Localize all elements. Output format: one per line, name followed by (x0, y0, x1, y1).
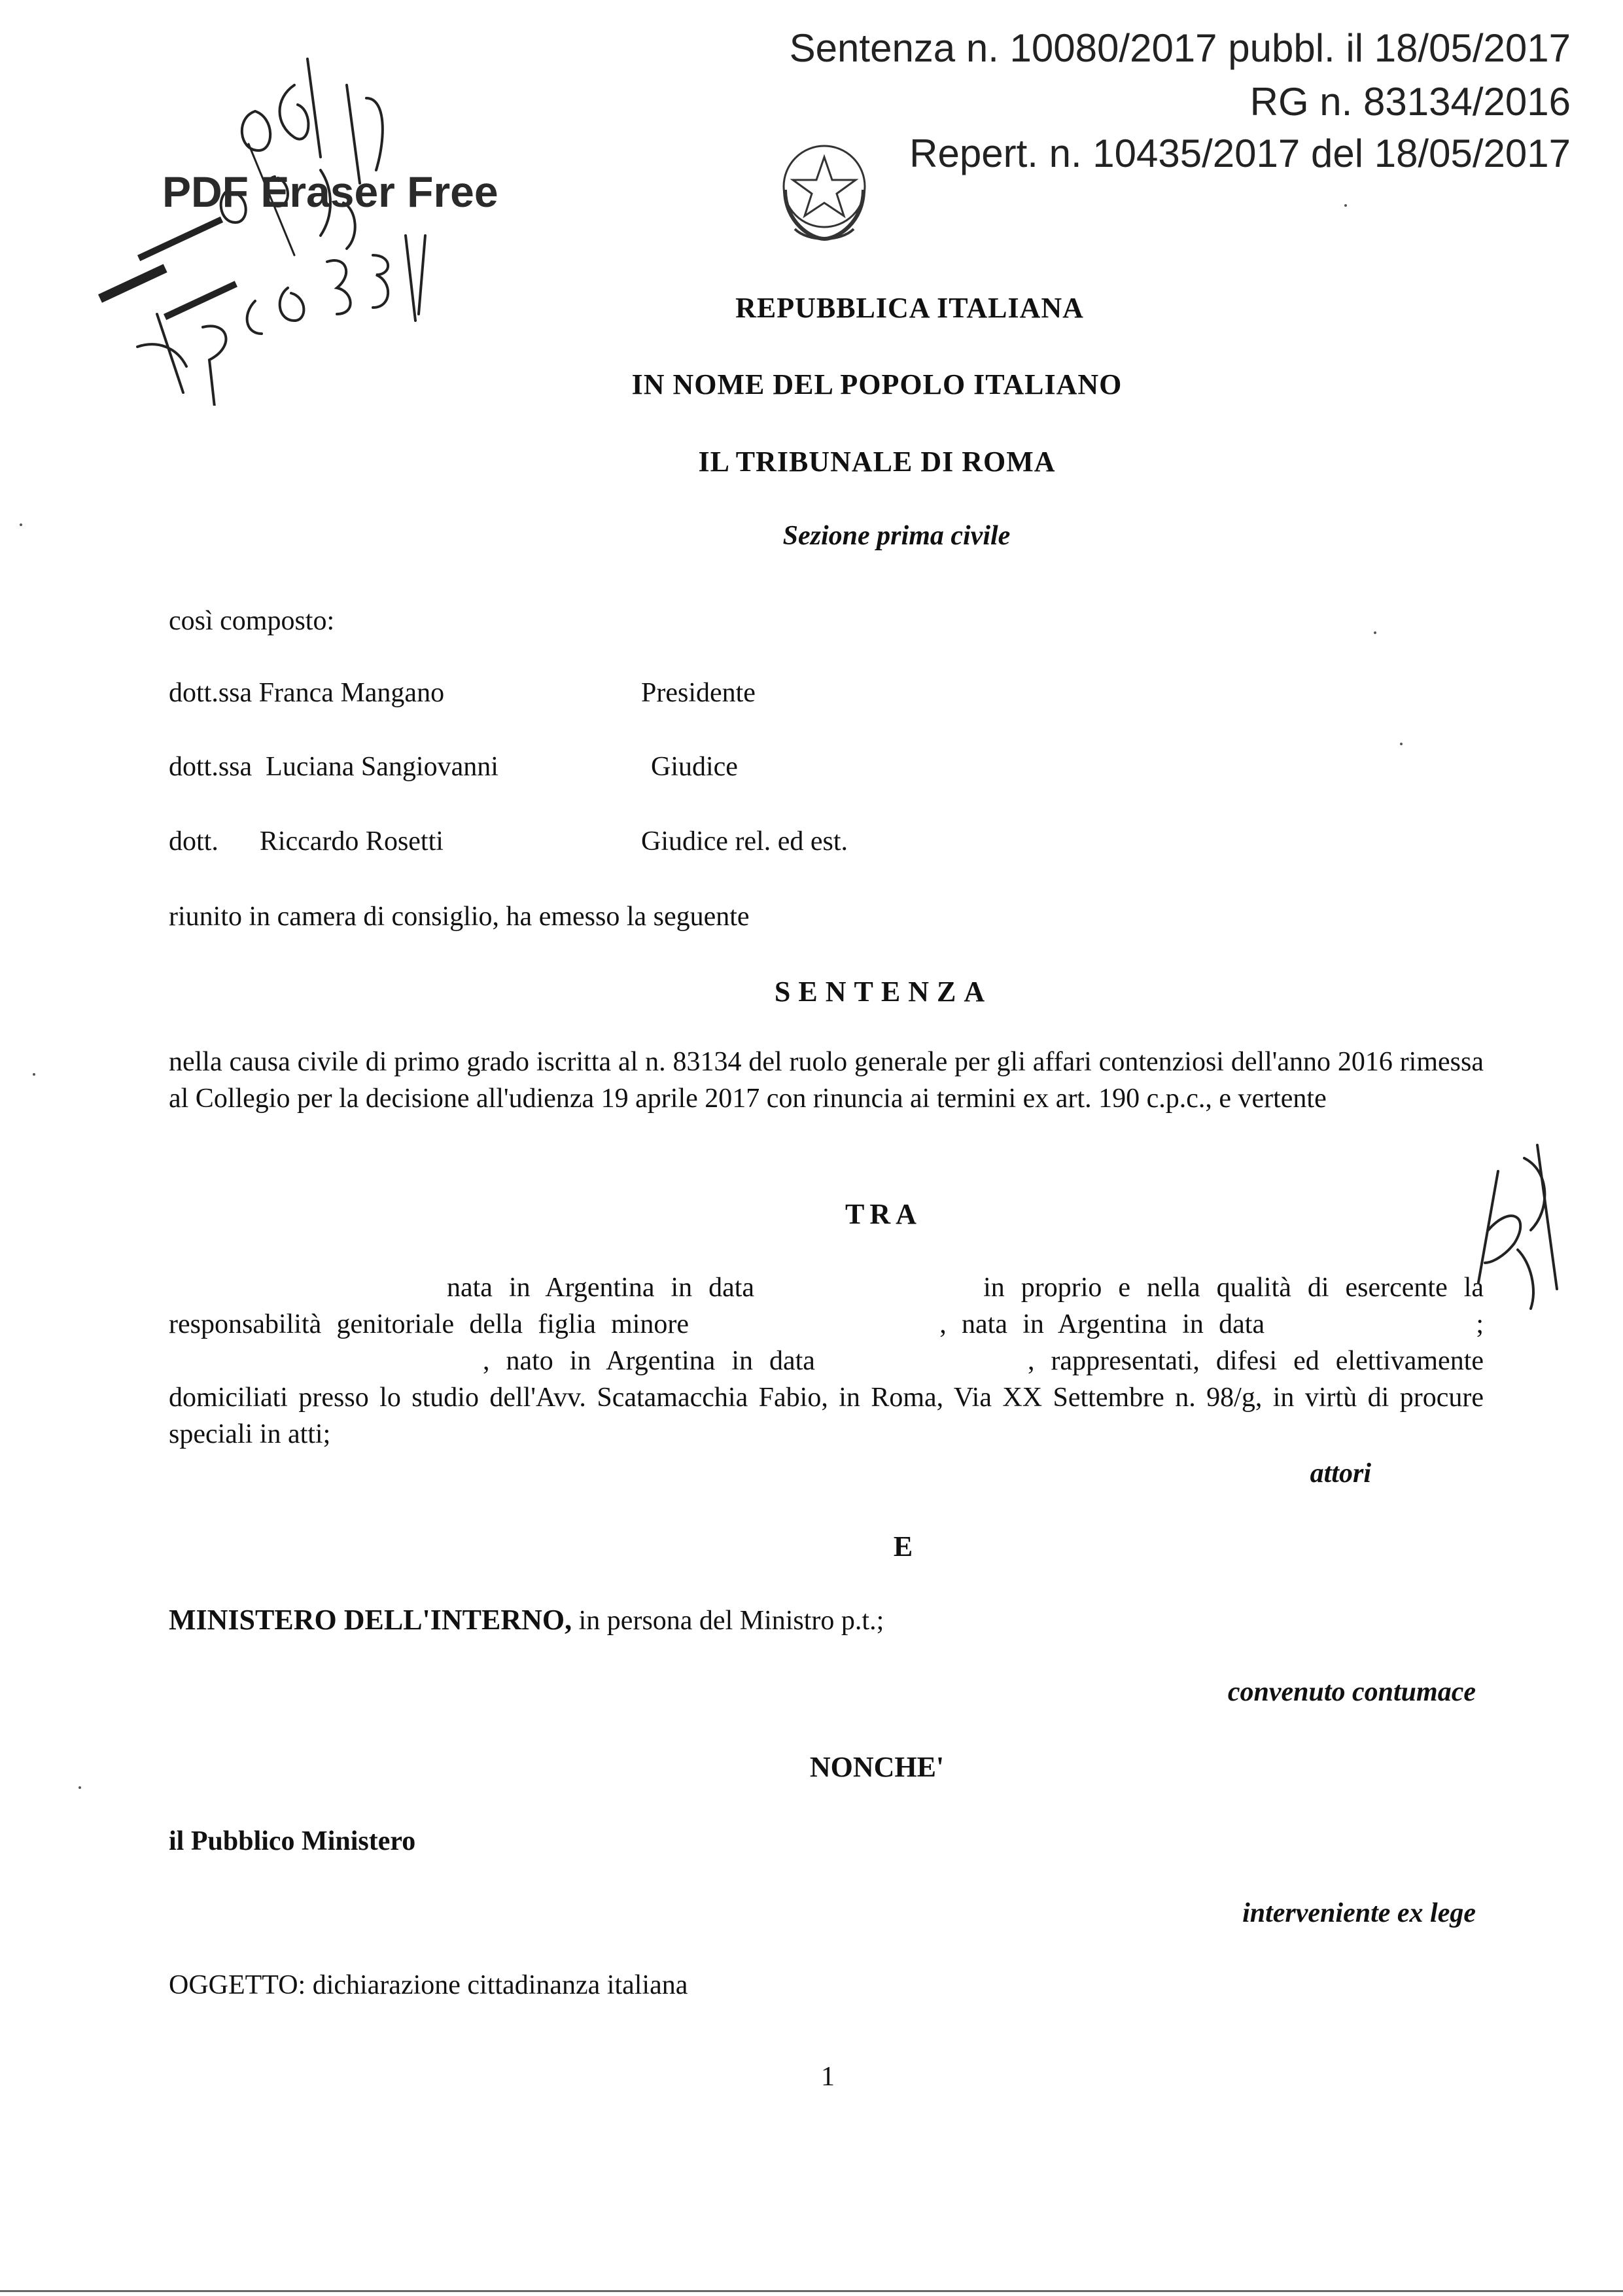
title-people: IN NOME DEL POPOLO ITALIANO (631, 368, 1123, 400)
title-court: IL TRIBUNALE DI ROMA (698, 446, 1056, 478)
judge-name: dott.ssa Luciana Sangiovanni (169, 752, 498, 782)
ministero-rest: in persona del Ministro p.t.; (572, 1606, 884, 1636)
parties-text: in proprio e nella qualità di esercente la responsabilità genitoriale della figlia minore (169, 1273, 1484, 1339)
composition-intro: così composto: (169, 606, 335, 636)
contumace-label: convenuto contumace (1227, 1677, 1476, 1707)
sentenza-heading: SENTENZA (774, 976, 993, 1008)
rg-number: RG n. 83134/2016 (1249, 80, 1571, 124)
ministero-line (169, 1603, 884, 1636)
republic-emblem-icon (772, 131, 877, 249)
page-bottom-border (0, 2290, 1623, 2292)
repert-number: Repert. n. 10435/2017 del 18/05/2017 (909, 132, 1571, 175)
court-section: Sezione prima civile (782, 521, 1011, 551)
parties-text: , rappresentati, difesi ed elettivamente domiciliati presso lo studio dell'Avv. Scatamacchia Fabio, in Roma, Via XX Settembre n. 98/g, in virtù di procure speciali in atti; (169, 1346, 1484, 1449)
parties-text: ; (1476, 1309, 1484, 1339)
attori-label: attori (1310, 1458, 1371, 1489)
pubblico-ministero: il Pubblico Ministero (169, 1826, 416, 1856)
judge-role: Giudice (651, 752, 738, 782)
parties-text: , nata in Argentina in data (939, 1309, 1265, 1339)
oggetto-line: OGGETTO: dichiarazione cittadinanza italiana (169, 1970, 688, 2000)
page-number: 1 (821, 2062, 835, 2092)
title-republic: REPUBBLICA ITALIANA (735, 292, 1084, 324)
handwritten-annotation (79, 39, 445, 406)
composition-closing: riunito in camera di consiglio, ha emesso la seguente (169, 902, 750, 932)
judge-name: dott.ssa Franca Mangano (169, 678, 445, 708)
judge-name: dott. Riccardo Rosetti (169, 826, 444, 857)
judge-role: Giudice rel. ed est. (641, 826, 848, 857)
tra-heading: TRA (845, 1198, 922, 1230)
judge-role: Presidente (641, 678, 756, 708)
parties-paragraph (169, 1269, 1484, 1453)
sentenza-number: Sentenza n. 10080/2017 pubbl. il 18/05/2017 (789, 26, 1571, 70)
e-heading: E (893, 1530, 913, 1563)
nonche-heading: NONCHE' (809, 1751, 945, 1783)
parties-text: nata in Argentina in data (447, 1273, 755, 1303)
ministero-name: MINISTERO DELL'INTERNO, (169, 1604, 572, 1636)
interveniente-label: interveniente ex lege (1242, 1898, 1476, 1928)
causa-paragraph: nella causa civile di primo grado iscritta al n. 83134 del ruolo generale per gli affari contenziosi dell'anno 2016 rimessa al Collegio per la decisione all'udienza 19 aprile 2017 con rinuncia ai termini ex art. 190 c.p.c., e vertente (169, 1047, 1484, 1114)
watermark-text: PDF Eraser Free (162, 168, 498, 216)
parties-text: , nato in Argentina in data (483, 1346, 815, 1376)
handwritten-initials (1452, 1132, 1570, 1341)
